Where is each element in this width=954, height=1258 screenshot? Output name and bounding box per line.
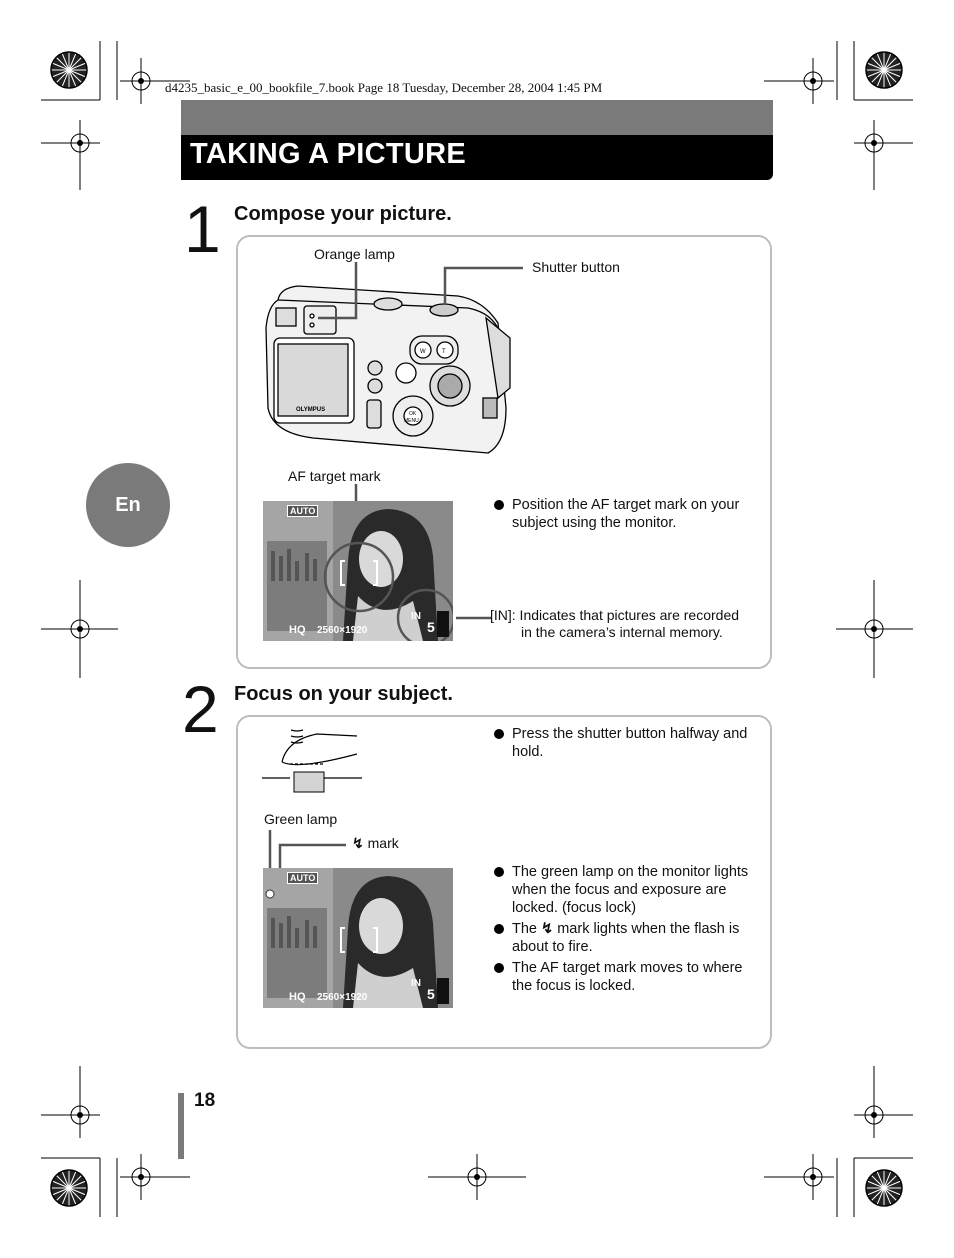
camera-zoom-t: T (442, 349, 446, 355)
mode-indicator-1: AUTO (287, 505, 318, 517)
step-2-number: 2 (182, 672, 219, 746)
step-1-number: 1 (184, 192, 221, 266)
step-1-bullet-1: Position the AF target mark on your subject using the monitor. (494, 496, 759, 532)
memory-indicator-2: IN (411, 978, 421, 989)
page-number-bar (178, 1093, 184, 1159)
quality-indicator-1: HQ (289, 624, 306, 636)
step-2-bullet-half-press: Press the shutter button halfway and hold. (494, 725, 759, 761)
monitor-photo-2 (263, 868, 453, 1008)
step-2-bullet-flash (494, 920, 759, 956)
step-1-title: Compose your picture. (234, 203, 452, 225)
flash-bullet-pre: The (512, 921, 537, 937)
flash-icon-inline: ↯ (541, 921, 554, 937)
flash-bullet-post: mark lights when the flash is about to fire. (512, 921, 740, 955)
camera-menu-label: MENU (404, 418, 419, 424)
step-2-bullet-green-lamp: The green lamp on the monitor lights when the focus and exposure are locked. (focus lock) (494, 863, 759, 917)
page-number: 18 (194, 1090, 216, 1111)
af-target-mark-label: AF target mark (288, 468, 381, 484)
green-lamp-label: Green lamp (264, 811, 338, 827)
page-title: TAKING A PICTURE (190, 138, 466, 170)
resolution-indicator-2: 2560×1920 (317, 992, 368, 1003)
flash-mark-text: mark (367, 835, 399, 851)
resolution-indicator-1: 2560×1920 (317, 625, 368, 636)
orange-lamp-label: Orange lamp (314, 246, 395, 262)
language-tab-label: En (115, 493, 141, 516)
camera-zoom-w: W (420, 349, 426, 355)
flash-icon: ↯ (352, 835, 364, 851)
quality-indicator-2: HQ (289, 991, 306, 1003)
shots-remaining-2: 5 (427, 986, 435, 1002)
step-2-bullet-af-moves: The AF target mark moves to where the focus is locked. (494, 959, 759, 995)
step-2-title: Focus on your subject. (234, 683, 453, 705)
camera-ok-label: OK (409, 411, 417, 417)
internal-memory-note-line1: [IN]: Indicates that pictures are recorded (490, 607, 740, 623)
file-info-line: d4235_basic_e_00_bookfile_7.book Page 18 Tuesday, December 28, 2004 1:45 PM (165, 80, 603, 95)
monitor-preview-2 (263, 868, 453, 1008)
memory-indicator-1: IN (411, 611, 421, 622)
camera-brand: OLYMPUS (296, 407, 326, 413)
shots-remaining-1: 5 (427, 619, 435, 635)
shutter-button-label: Shutter button (532, 259, 620, 275)
step-2-bullets (494, 863, 759, 998)
internal-memory-note-line2: in the camera’s internal memory. (521, 624, 723, 640)
mode-indicator-2: AUTO (287, 872, 318, 884)
